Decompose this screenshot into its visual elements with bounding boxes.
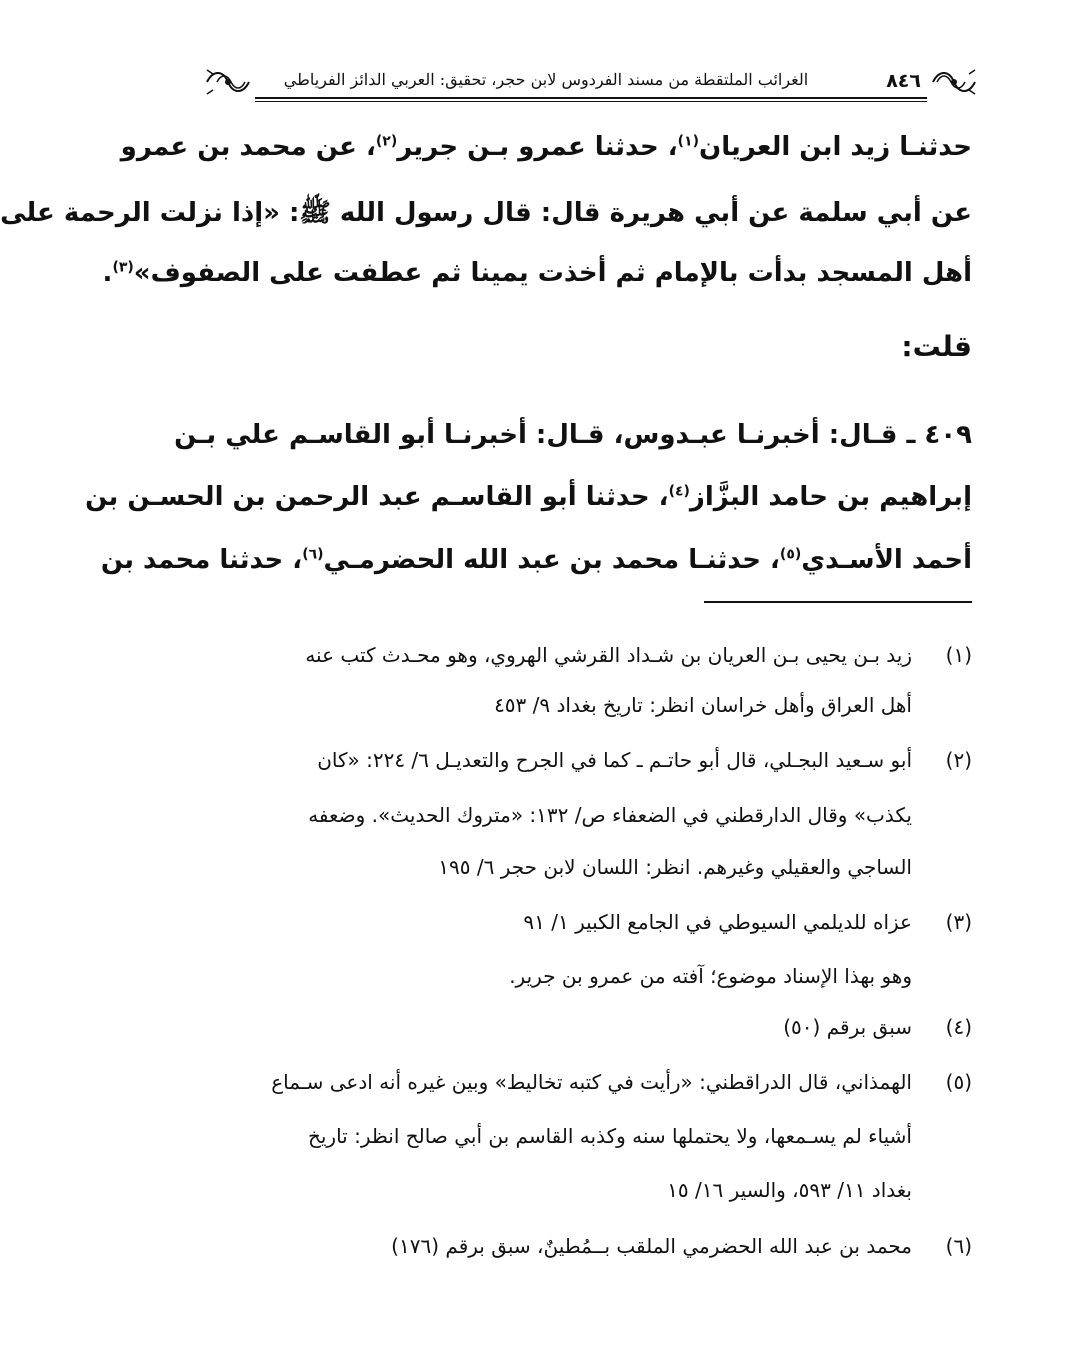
- footnote-number: (٣): [945, 910, 972, 934]
- hadith-line: إبراهيم بن حامد البزَّاز$^{(٤)}$، حدثنا أبو القاسـم عبد الرحمن بن الحسـن بن: [85, 482, 972, 512]
- page-header: [205, 64, 977, 104]
- footnote-ref: (٦): [302, 546, 324, 563]
- hadith-line: ٤٠٩ ـ قـال: أخبرنـا عبـدوس، قـال: أخبرنـا أبو القاسـم علي بـن: [174, 420, 972, 450]
- footnote-number: (٥): [945, 1070, 972, 1094]
- footnote-ref: (٢): [375, 133, 398, 150]
- footnote-1-cont: أهل العراق وأهل خراسان انظر: تاريخ بغداد ٩/ ٤٥٣: [494, 693, 912, 717]
- footnote-3: (٣)عزاه للديلمي السيوطي في الجامع الكبير ١/ ٩١: [523, 910, 972, 934]
- ornament-left-icon: [205, 68, 251, 96]
- footnote-5: (٥)الهمذاني، قال الدراقطني: «رأيت في كتبه تخاليط» وبين غيره أنه ادعى سـماع: [271, 1070, 972, 1094]
- header-rule: [255, 97, 927, 99]
- footnote-ref: (٤): [668, 483, 690, 500]
- footnote-ref: (٥): [779, 546, 802, 563]
- footnote-5-cont: بغداد ١١/ ٥٩٣، والسير ١٦/ ١٥: [667, 1178, 912, 1202]
- hadith-line: أحمد الأسـدي$^{(٥)}$، حدثنـا محمد بن عبد الله الحضرمـي$^{(٦)}$، حدثنا محمد بن: [100, 545, 972, 575]
- footnote-1: (١)زيد بـن يحيى بـن العريان بن شـداد القرشي الهروي، وهو محـدث كتب عنه: [305, 643, 972, 667]
- footnote-5-cont: أشياء لم يسـمعها، ولا يحتملها سنه وكذبه القاسم بن أبي صالح انظر: تاريخ: [307, 1124, 912, 1148]
- body-line: عن أبي سلمة عن أبي هريرة قال: قال رسول الله ﷺ: «إذا نزلت الرحمة على: [0, 198, 972, 228]
- footnote-2: (٢)أبو سـعيد البجـلي، قال أبو حاتـم ـ كما في الجرح والتعديـل ٦/ ٢٢٤: «كان: [317, 748, 972, 772]
- footnote-separator: [704, 601, 972, 603]
- footnote-ref: (٣): [112, 259, 134, 276]
- footnote-ref: (١): [677, 133, 699, 150]
- body-line: أهل المسجد بدأت بالإمام ثم أخذت يمينا ثم عطفت على الصفوف»$^{(٣)}$.: [102, 258, 972, 288]
- footnote-number: (٢): [945, 748, 972, 772]
- footnote-number: (١): [945, 643, 972, 667]
- running-title: الغرائب الملتقطة من مسند الفردوس لابن حجر، تحقيق: العربي الدائز الفرياطي: [283, 70, 809, 89]
- footnote-number: (٤): [945, 1015, 972, 1039]
- body-line: حدثنـا زيد ابن العريان$^{(١)}$، حدثنا عمرو بـن جرير$^{(٢)}$، عن محمد بن عمرو: [120, 132, 972, 162]
- footnote-4: (٤)سبق برقم (٥٠): [783, 1015, 972, 1039]
- footnote-2-cont: الساجي والعقيلي وغيرهم. انظر: اللسان لابن حجر ٦/ ١٩٥: [438, 855, 912, 879]
- page-number: ٨٤٦: [886, 70, 921, 92]
- footnote-2-cont: يكذب» وقال الدارقطني في الضعفاء ص/ ١٣٢: «متروك الحديث». وضعفه: [308, 803, 912, 827]
- ornament-right-icon: [931, 68, 977, 96]
- footnote-3-cont: وهو بهذا الإسناد موضوع؛ آفته من عمرو بن جرير.: [509, 964, 912, 988]
- footnote-number: (٦): [945, 1234, 972, 1258]
- footnote-6: (٦)محمد بن عبد الله الحضرمي الملقب بــمُطينٌ، سبق برقم (١٧٦): [391, 1234, 972, 1258]
- header-rule-thin: [255, 101, 927, 102]
- section-heading: قلت:: [901, 330, 972, 363]
